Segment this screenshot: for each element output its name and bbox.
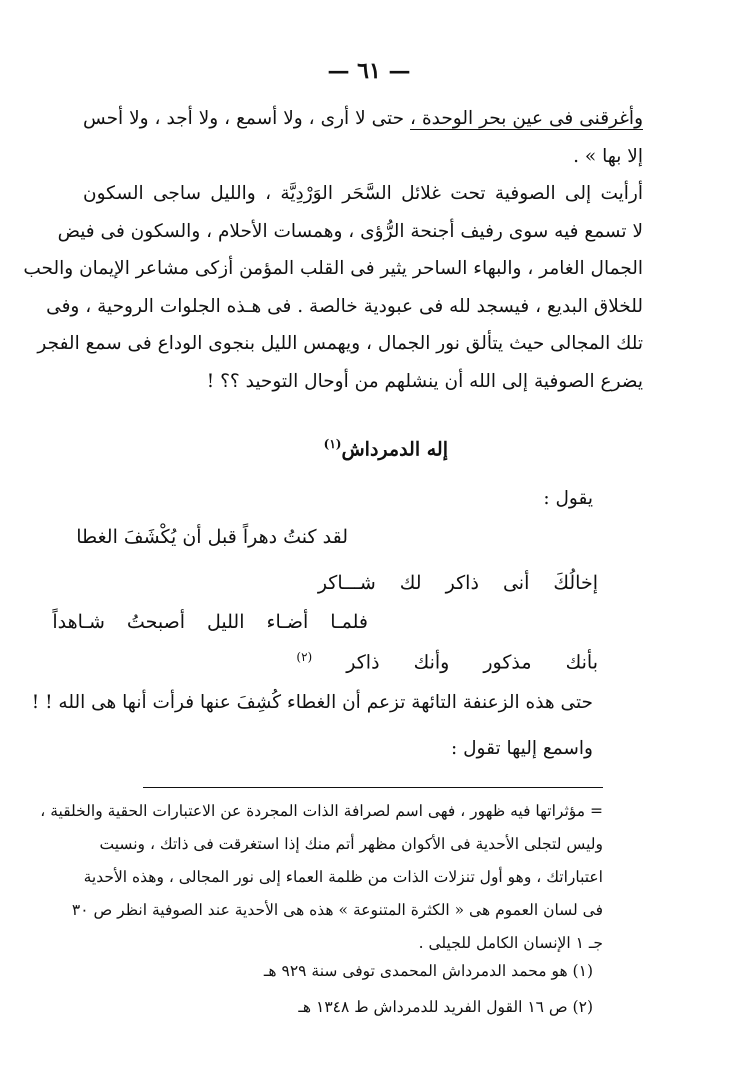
verse-footnote-marker: (٢) — [296, 650, 313, 664]
page-number: — ٦١ — — [327, 58, 411, 84]
section-heading — [324, 437, 448, 460]
footnote-line-2: وليس لتجلى الأحدية فى الأكوان مظهر أتم منك إذا استغرقت فى ذاتك ، ونسيت — [99, 835, 603, 853]
footnote-2: (٢) ص ١٦ القول الفريد للدمرداش ط ١٣٤٨ هـ — [298, 998, 593, 1016]
footnote-line-1: = مؤثراتها فيه ظهور ، فهى اسم لصرافة الذات المجردة عن الاعتبارات الحقية والخلقية ، — [40, 802, 603, 820]
intro-says: يقول : — [543, 488, 593, 509]
footnote-line-4: فى لسان العموم هى « الكثرة المتنوعة » هذه هى الأحدية عند الصوفية انظر ص ٣٠ — [71, 901, 603, 919]
verse-line-4 — [296, 650, 598, 673]
verse-line-4-text: بأنك مذكور وأنك ذاكر — [346, 651, 598, 674]
text-line-1-rest: حتى لا أرى ، ولا أسمع ، ولا أجد ، ولا أحس — [83, 108, 405, 129]
verse-line-2: إخالُكَ أنى ذاكر لك شـــاكر — [317, 572, 598, 594]
text-line-2: إلا بها » . — [573, 145, 643, 167]
heading-footnote-marker: (١) — [323, 437, 342, 451]
heading-text: إله الدمرداش — [341, 438, 448, 461]
text-after-verses-2: واسمع إليها تقول : — [450, 738, 593, 759]
main-paragraph — [23, 100, 643, 400]
footnote-divider — [143, 787, 603, 788]
verse-line-3: فلمـا أضـاء الليل أصبحتُ شـاهداً — [52, 611, 368, 633]
text-line-5: الجمال الغامر ، والبهاء الساحر يثير فى القلب المؤمن أزكى مشاعر الإيمان والحب — [23, 258, 643, 279]
text-line-8: يضرع الصوفية إلى الله أن ينشلهم من أوحال التوحيد ؟؟ ! — [206, 370, 643, 392]
footnote-continuation — [40, 795, 603, 960]
footnote-line-3: اعتباراتك ، وهو أول تنزلات الذات من ظلمة العماء إلى نور المجالى ، وهذه الأحدية — [83, 868, 603, 886]
text-line-7: تلك المجالى حيث يتألق نور الجمال ، ويهمس الليل بنجوى الوداع فى سمع الفجر — [37, 333, 643, 354]
text-after-verses-1: حتى هذه الزعنفة التائهة تزعم أن الغطاء كُشِفَ عنها فرأت أنها هى الله ! ! — [31, 692, 593, 713]
footnote-line-5: جـ ١ الإنسان الكامل للجيلى . — [418, 934, 603, 952]
text-line-6: للخلاق البديع ، فيسجد لله فى عبودية خالصة . فى هـذه الجلوات الروحية ، وفى — [46, 295, 643, 317]
verse-line-1: لقد كنتُ دهراً قبل أن يُكْشَفَ الغطا — [76, 526, 348, 548]
underlined-phrase: وأغرقنى فى عين بحر الوحدة ، — [410, 108, 643, 129]
text-line-3: أرأيت إلى الصوفية تحت غلائل السَّحَر الوَرْدِيَّة ، والليل ساجى السكون — [83, 183, 643, 204]
footnote-1: (١) هو محمد الدمرداش المحمدى توفى سنة ٩٢٩ هـ — [263, 962, 593, 980]
text-line-4: لا تسمع فيه سوى رفيف أجنحة الرُّؤى ، وهمسات الأحلام ، والسكون فى فيض — [57, 220, 643, 242]
text-line-1 — [83, 100, 643, 138]
